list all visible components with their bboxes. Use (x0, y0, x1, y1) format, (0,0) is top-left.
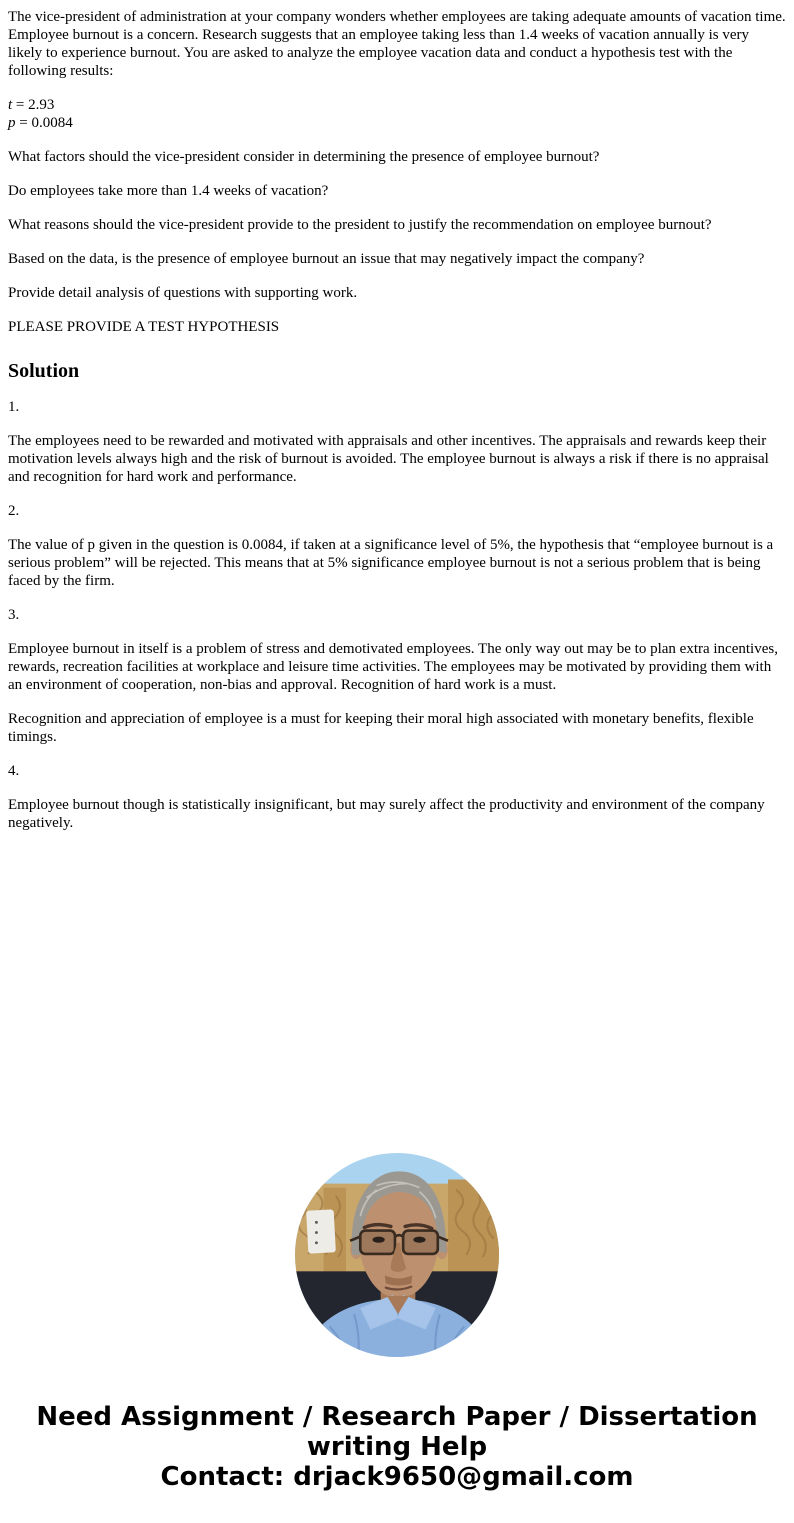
right-eye (413, 1237, 425, 1243)
solution-item-4-text: Employee burnout though is statistically insignificant, but may surely affect the productivity and environment of the company negatively. (8, 797, 765, 831)
solution-heading: Solution (8, 360, 80, 382)
t-statistic (8, 96, 786, 114)
solution-item-4-number: 4. (8, 763, 20, 779)
question-vacation-weeks: Do employees take more than 1.4 weeks of vacation? (8, 183, 329, 199)
p-symbol: p (8, 115, 16, 131)
tutor-photo-image (295, 1153, 499, 1357)
p-statistic (8, 114, 786, 132)
solution-item-1-text: The employees need to be rewarded and motivated with appraisals and other incentives. The appraisals and rewards keep their motivation levels always high and the risk of burnout is avoided. The employee burnout is always a risk if there is no appraisal and recognition for hard work and performance. (8, 433, 769, 485)
footer-contact-email: Contact: drjack9650@gmail.com (160, 1462, 634, 1492)
instruction-analysis: Provide detail analysis of questions with supporting work. (8, 285, 358, 301)
solution-item-1-number: 1. (8, 399, 20, 415)
left-eye (373, 1237, 385, 1243)
footer-line-2: writing Help (306, 1432, 488, 1462)
test-statistics (8, 96, 786, 132)
solution-item-3-text: Employee burnout in itself is a problem of stress and demotivated employees. The only way out may be to plan extra incentives, rewards, recreation facilities at workplace and leisure time activities. The employees may be motivated by providing them with an environment of cooperation, non-bias and approval. Recognition of hard work is a must. (8, 641, 778, 693)
solution-item-3-number: 3. (8, 607, 20, 623)
footer-line-1: Need Assignment / Research Paper / Dissertation (36, 1402, 758, 1432)
question-factors: What factors should the vice-president consider in determining the presence of employee burnout? (8, 149, 600, 165)
light-switch-plate (306, 1209, 336, 1253)
solution-item-2-text: The value of p given in the question is 0.0084, if taken at a significance level of 5%, the hypothesis that “employee burnout is a serious problem” will be rejected. This means that at 5% significance employee burnout is not a serious problem that is being faced by the firm. (8, 537, 774, 589)
t-symbol: t (8, 97, 13, 113)
t-value: = 2.93 (15, 97, 55, 113)
question-reasons: What reasons should the vice-president provide to the president to justify the recommendation on employee burnout? (8, 217, 712, 233)
solution-item-2-number: 2. (8, 503, 20, 519)
solution-item-3-text-2: Recognition and appreciation of employee is a must for keeping their moral high associated with monetary benefits, flexible timings. (8, 711, 754, 745)
hypothesis-request: PLEASE PROVIDE A TEST HYPOTHESIS (8, 319, 280, 335)
tutor-photo (295, 1153, 499, 1357)
question-impact: Based on the data, is the presence of employee burnout an issue that may negatively impact the company? (8, 251, 645, 267)
intro-paragraph: The vice-president of administration at your company wonders whether employees are taking adequate amounts of vacation time. Employee burnout is a concern. Research suggests that an employee taking less than 1.4 weeks of vacation annually is very likely to experience burnout. You are asked to analyze the employee vacation data and conduct a hypothesis test with the following results: (8, 9, 786, 79)
p-value: = 0.0084 (19, 115, 73, 131)
wall-panel-right (448, 1180, 499, 1282)
footer-banner (0, 1402, 794, 1492)
